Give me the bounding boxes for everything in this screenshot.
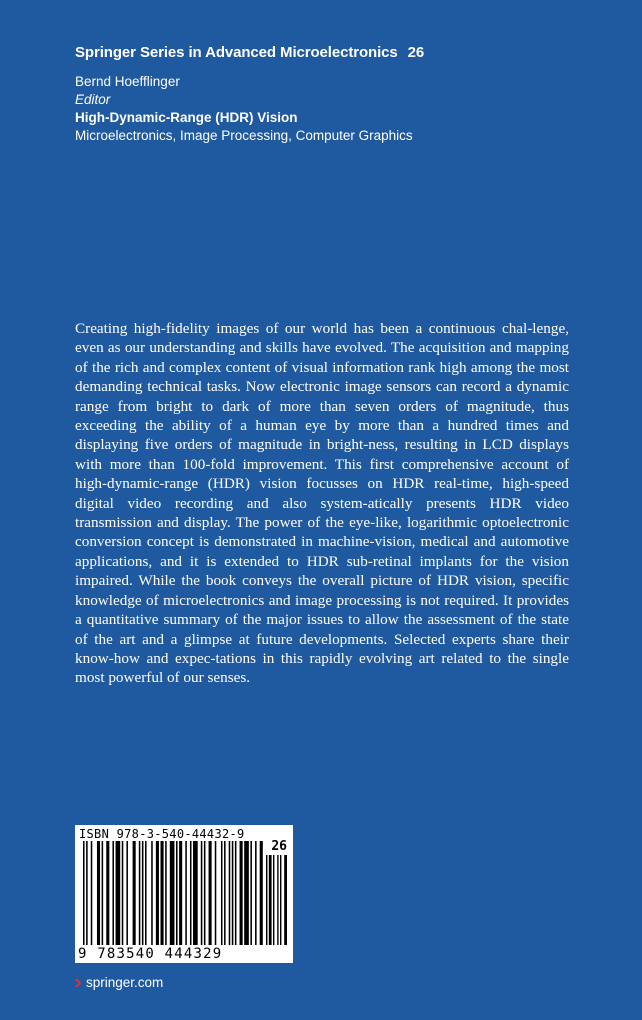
series-heading [75, 44, 424, 61]
publisher-url[interactable]: springer.com [86, 975, 164, 990]
ean-digits: 9 783540 444329 [78, 946, 223, 962]
barcode-addon-number: 26 [271, 839, 287, 854]
book-info [75, 73, 413, 145]
series-volume: 26 [407, 44, 425, 61]
publisher-link[interactable] [75, 975, 163, 990]
book-title: High-Dynamic-Range (HDR) Vision [75, 110, 298, 125]
series-title: Springer Series in Advanced Microelectronics [75, 44, 398, 61]
chevron-right-icon [75, 978, 81, 988]
isbn-barcode [75, 825, 293, 963]
author-role: Editor [75, 92, 111, 107]
author-name: Bernd Hoefflinger [75, 74, 180, 89]
isbn-label: ISBN 978-3-540-44432-9 [79, 827, 245, 841]
barcode-bars [79, 841, 265, 945]
barcode-addon-bars [265, 855, 289, 945]
book-subtitle: Microelectronics, Image Processing, Computer Graphics [75, 128, 413, 143]
book-description: Creating high-fidelity images of our world has been a continuous chal-lenge, even as our understanding and skills have evolved. The acquisition and mapping of the rich and complex content of visual information rank high among the most demanding technical tasks. Now electronic image sensors can record a dynamic range from bright to dark of more than seven orders of magnitude, thus exceeding the ability of a human eye by more than a hundred times and displaying five orders of magnitude in bright-ness, resulting in LCD displays with more than 100-fold improvement. This first comprehensive account of high-dynamic-range (HDR) vision focusses on HDR real-time, high-speed digital video recording and also system-atically presents HDR video transmission and display. The power of the eye-like, logarithmic optoelectronic conversion concept is demonstrated in machine-vision, medical and automotive applications, and it is extended to HDR sub-retinal implants for the vision impaired. While the book conveys the overall picture of HDR vision, specific knowledge of microelectronics and image processing is not required. It provides a quantitative summary of the major issues to allow the assessment of the state of the art and a glimpse at future developments. Selected experts share their know-how and expec-tations in this rapidly evolving art related to the single most powerful of our senses. [75, 320, 569, 687]
